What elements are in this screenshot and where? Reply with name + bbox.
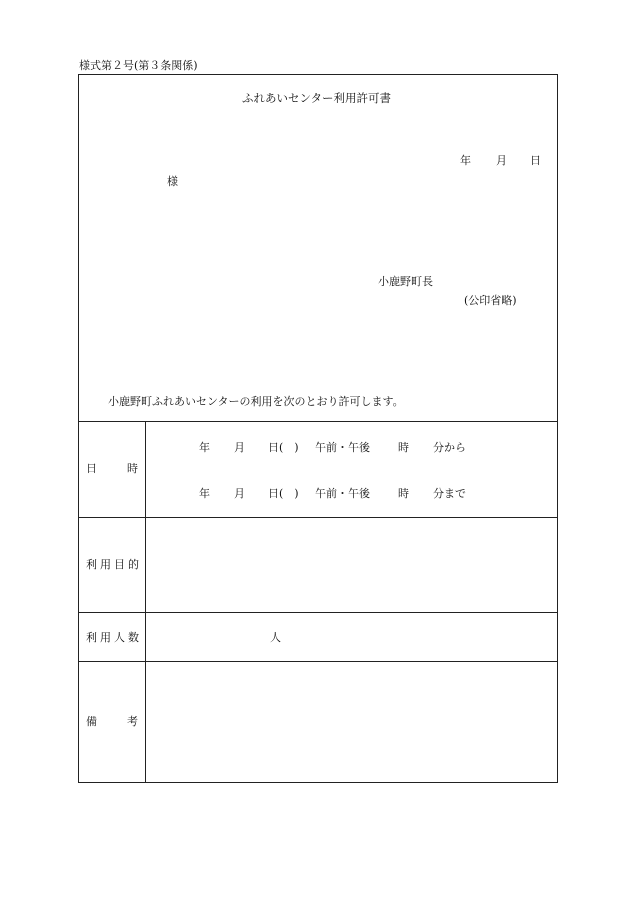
start-hour-label: 時 <box>398 441 409 454</box>
user-count-label: 利用人数 <box>86 631 142 644</box>
issuer-name: 小鹿野町長 <box>378 275 433 288</box>
date-year-label: 年 <box>460 154 471 167</box>
permit-form-frame <box>78 74 558 783</box>
datetime-label-first-char: 日 <box>86 462 97 475</box>
label-column-divider <box>145 421 146 783</box>
start-year-label: 年 <box>199 441 210 454</box>
end-day-label: 日( ) <box>268 487 299 500</box>
date-day-label: 日 <box>530 154 541 167</box>
end-hour-label: 時 <box>398 487 409 500</box>
remarks-label-first-char: 備 <box>86 715 97 728</box>
divider-count <box>78 661 558 662</box>
start-month-label: 月 <box>234 441 245 454</box>
divider-datetime <box>78 517 558 518</box>
user-count-unit: 人 <box>270 631 281 644</box>
end-year-label: 年 <box>199 487 210 500</box>
seal-omitted-note: (公印省略) <box>464 294 517 307</box>
datetime-label-second-char: 時 <box>127 462 138 475</box>
divider-purpose <box>78 612 558 613</box>
start-day-label: 日( ) <box>268 441 299 454</box>
document-title: ふれあいセンター利用許可書 <box>242 91 392 105</box>
divider-statement <box>78 421 558 422</box>
purpose-label: 利用目的 <box>86 558 142 571</box>
start-ampm-label: 午前・午後 <box>315 441 370 454</box>
end-minute-label: 分まで <box>433 487 466 500</box>
start-minute-label: 分から <box>433 441 466 454</box>
form-number: 様式第２号(第３条関係) <box>79 59 198 72</box>
end-month-label: 月 <box>234 487 245 500</box>
end-ampm-label: 午前・午後 <box>315 487 370 500</box>
permission-statement: 小鹿野町ふれあいセンターの利用を次のとおり許可します。 <box>108 395 404 408</box>
addressee-honorific: 様 <box>167 175 178 188</box>
remarks-label-second-char: 考 <box>127 715 138 728</box>
date-month-label: 月 <box>496 154 507 167</box>
